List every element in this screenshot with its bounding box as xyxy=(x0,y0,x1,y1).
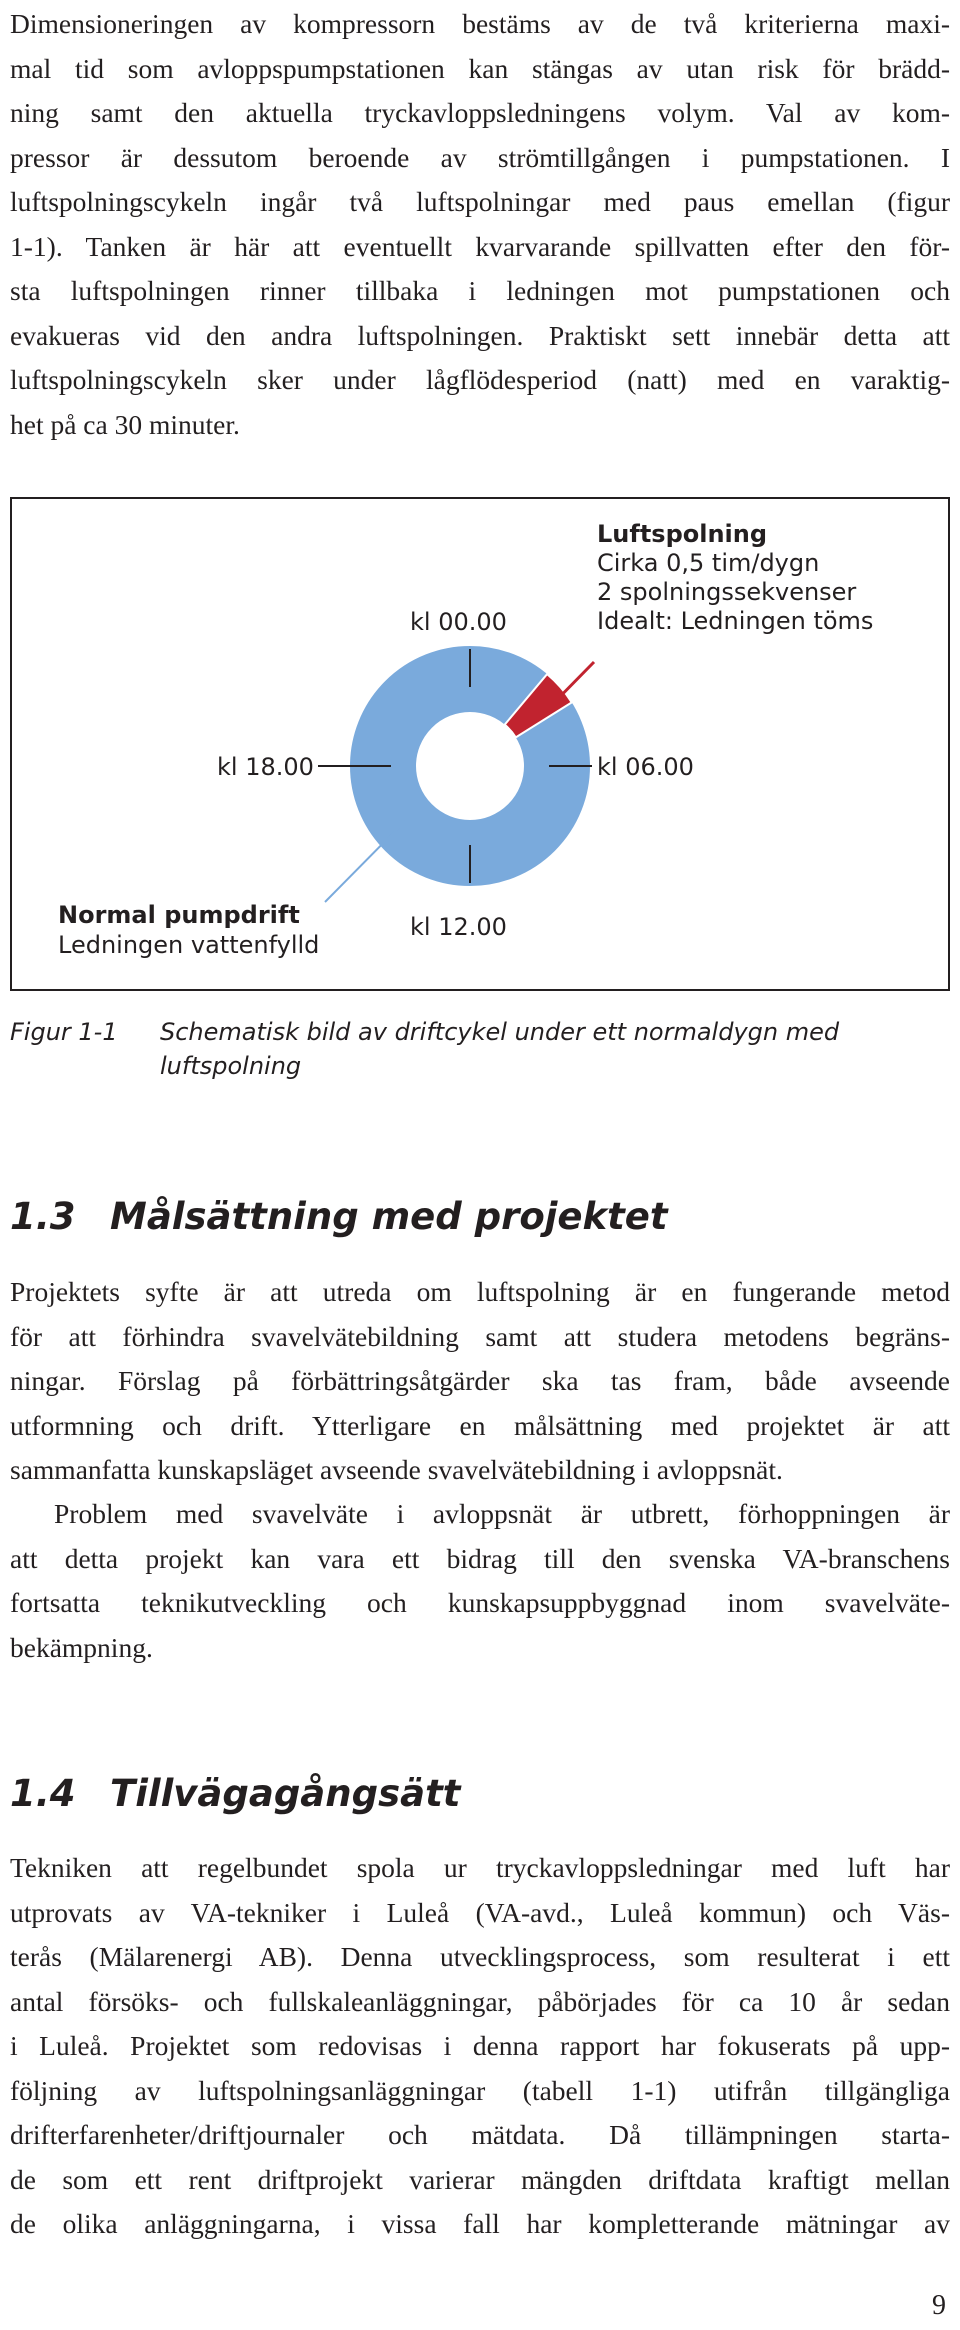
flush-line: 2 spolningssekvenser xyxy=(597,578,857,606)
paragraph-line: ningar. Förslag på förbättringsåtgärder ska tas fram, både avseende xyxy=(10,1365,950,1396)
flush-line: Idealt: Ledningen töms xyxy=(597,607,874,635)
figure-caption-label: Figur 1-1 xyxy=(10,1018,118,1046)
paragraph-line: fortsatta teknikutveckling och kunskapsuppbyggnad inom svavelväte- xyxy=(10,1587,950,1618)
paragraph-line: utformning och drift. Ytterligare en målsättning med projektet är att xyxy=(10,1409,950,1441)
label-kl-12: kl 12.00 xyxy=(410,913,507,941)
paragraph-line: Tekniken att regelbundet spola ur tryckavloppsledningar med luft har xyxy=(10,1852,950,1883)
page-number: 9 xyxy=(932,2290,946,2321)
intro-line: het på ca 30 minuter. xyxy=(10,408,240,440)
paragraph-line: för att förhindra svavelvätebildning samt att studera metodens begräns- xyxy=(10,1320,950,1352)
intro-line: ning samt den aktuella tryckavloppsledningens volym. Val av kom- xyxy=(10,97,950,128)
cycle-diagram xyxy=(12,499,948,989)
paragraph-line: antal försöks- och fullskaleanläggningar, påbörjades för ca 10 år sedan xyxy=(10,1985,950,2017)
label-kl-00: kl 00.00 xyxy=(410,608,507,636)
caption-line: luftspolning xyxy=(160,1052,302,1080)
paragraph-line: de olika anläggningarna, i vissa fall har kompletterande mätningar av xyxy=(10,2208,950,2239)
section-number: 1.4 xyxy=(10,1772,76,1815)
section-heading-1-3 xyxy=(10,1195,668,1238)
flush-line: Cirka 0,5 tim/dygn xyxy=(597,549,820,577)
paragraph-line: drifterfarenheter/driftjournaler och mätdata. Då tillämpningen starta- xyxy=(10,2119,950,2150)
section-1-3-paragraph-1 xyxy=(10,1270,950,1493)
section-title: Målsättning med projektet xyxy=(110,1195,668,1238)
section-number: 1.3 xyxy=(10,1195,76,1238)
section-1-3-paragraph-2 xyxy=(10,1492,950,1670)
section-title: Tillvägagångsätt xyxy=(110,1772,461,1815)
section-heading-1-4 xyxy=(10,1772,460,1815)
figure-1-1 xyxy=(10,497,950,991)
caption-line: Schematisk bild av driftcykel under ett normaldygn med xyxy=(160,1018,840,1046)
paragraph-line: bekämpning. xyxy=(10,1631,153,1663)
normal-line: Ledningen vattenfylld xyxy=(58,931,320,959)
figure-caption-text xyxy=(160,1015,920,1083)
intro-line: mal tid som avloppspumpstationen kan stängas av utan risk för brädd- xyxy=(10,52,950,84)
label-kl-18: kl 18.00 xyxy=(217,753,314,781)
normal-title: Normal pumpdrift xyxy=(58,901,300,929)
paragraph-line: att detta projekt kan vara ett bidrag till den svenska VA-branschens xyxy=(10,1542,950,1574)
label-kl-06: kl 06.00 xyxy=(597,753,694,781)
intro-line: sta luftspolningen rinner tillbaka i ledningen mot pumpstationen och xyxy=(10,275,950,306)
section-1-4-paragraph-1 xyxy=(10,1846,950,2247)
paragraph-line: följning av luftspolningsanläggningar (tabell 1-1) utifrån tillgängliga xyxy=(10,2074,950,2106)
intro-line: evakueras vid den andra luftspolningen. Praktiskt sett innebär detta att xyxy=(10,319,950,351)
paragraph-line: de som ett rent driftprojekt varierar mängden driftdata kraftigt mellan xyxy=(10,2163,950,2195)
paragraph-line: utprovats av VA-tekniker i Luleå (VA-avd., Luleå kommun) och Väs- xyxy=(10,1896,950,1928)
paragraph-line: i Luleå. Projektet som redovisas i denna rapport har fokuserats på upp- xyxy=(10,2030,950,2061)
intro-paragraph xyxy=(10,2,950,447)
paragraph-line: terås (Mälarenergi AB). Denna utvecklingsprocess, som resulterat i ett xyxy=(10,1941,950,1972)
paragraph-line: Problem med svavelväte i avloppsnät är utbrett, förhoppningen är xyxy=(54,1498,950,1529)
intro-line: 1-1). Tanken är här att eventuellt kvarvarande spillvatten efter den för- xyxy=(10,230,950,262)
intro-line: pressor är dessutom beroende av strömtillgången i pumpstationen. I xyxy=(10,141,950,173)
intro-line: Dimensioneringen av kompressorn bestäms av de två kriterierna maxi- xyxy=(10,8,950,39)
intro-line: luftspolningscykeln ingår två luftspolningar med paus emellan (figur xyxy=(10,186,950,217)
paragraph-line: Projektets syfte är att utreda om luftspolning är en fungerande metod xyxy=(10,1276,950,1307)
normal-leader-line xyxy=(325,819,407,902)
paragraph-line: sammanfatta kunskapsläget avseende svavelvätebildning i avloppsnät. xyxy=(10,1454,783,1485)
flush-title: Luftspolning xyxy=(597,520,768,548)
intro-line: luftspolningscykeln sker under lågflödesperiod (natt) med en varaktig- xyxy=(10,364,950,395)
